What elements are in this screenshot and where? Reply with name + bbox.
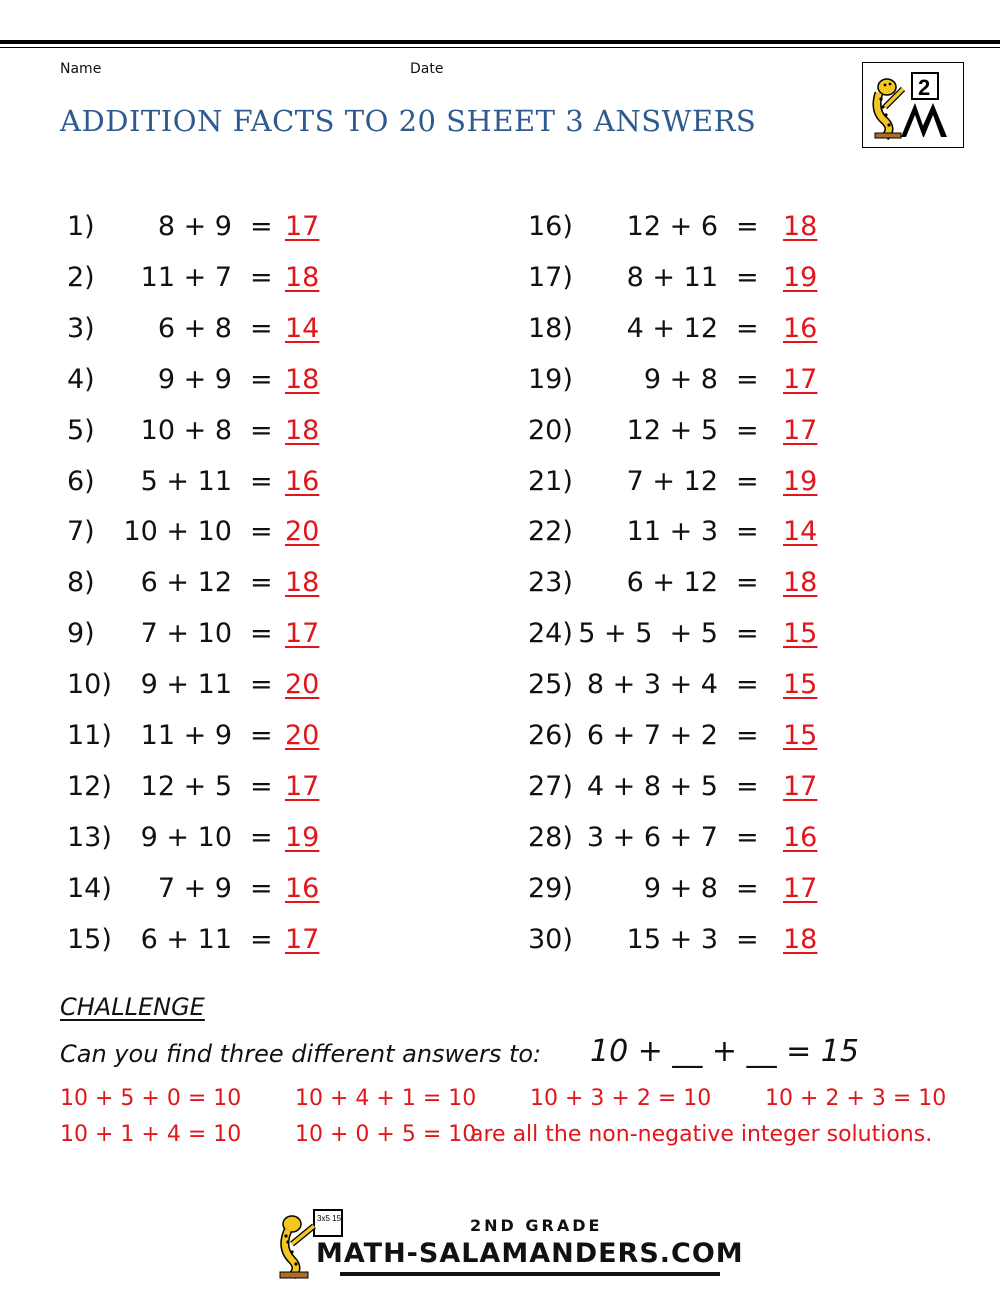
- problem-expression: 3 + 6 + 7: [586, 821, 718, 853]
- problem-expression: 7 + 9: [157, 872, 232, 904]
- problem-answer: 14: [783, 516, 818, 548]
- top-rule-thin: [0, 47, 1000, 48]
- problem-expression: 12 + 6: [626, 211, 718, 242]
- problem-row: [0, 869, 1000, 909]
- equals-sign: =: [250, 312, 273, 344]
- problem-number: 3): [67, 312, 95, 344]
- problem-number: 5): [67, 414, 95, 446]
- problem-row: [0, 411, 1000, 451]
- problem-answer: 15: [783, 618, 818, 650]
- problem-expression: 7 + 10: [140, 618, 232, 650]
- problem-expression: 9 + 10: [140, 821, 232, 853]
- problem-answer: 19: [783, 465, 818, 497]
- top-rule-thick: [0, 40, 1000, 44]
- problem-row: [0, 207, 1000, 247]
- problem-expression: 9 + 11: [140, 669, 232, 701]
- problem-expression: 6 + 7 + 2: [586, 720, 718, 751]
- problem-expression: 11 + 7: [140, 261, 232, 293]
- problem-expression: 10 + 10: [123, 516, 232, 548]
- problem-answer: 18: [285, 261, 320, 293]
- problem-expression: 4 + 12: [626, 312, 718, 344]
- problem-answer: 19: [285, 821, 320, 853]
- equals-sign: =: [736, 261, 759, 293]
- problem-answer: 20: [285, 516, 320, 548]
- problem-answer: 19: [783, 261, 818, 293]
- problem-number: 19): [528, 363, 573, 395]
- equals-sign: =: [736, 720, 759, 751]
- equals-sign: =: [736, 363, 759, 395]
- problem-expression: 5 + 5 + 5: [578, 618, 718, 650]
- problem-number: 25): [528, 669, 573, 701]
- problem-answer: 16: [783, 821, 818, 853]
- footer-underline: [340, 1272, 720, 1276]
- salamander-2-grade-logo-icon: [862, 62, 964, 148]
- problem-row: [0, 920, 1000, 960]
- problem-expression: 11 + 9: [140, 720, 232, 751]
- solution-closing: are all the non-negative integer solutions.: [470, 1122, 933, 1147]
- problem-answer: 15: [783, 669, 818, 701]
- equals-sign: =: [250, 720, 273, 751]
- problem-number: 29): [528, 872, 573, 904]
- equals-sign: =: [736, 872, 759, 904]
- equals-sign: =: [250, 821, 273, 853]
- equals-sign: =: [250, 567, 273, 599]
- problem-expression: 9 + 8: [643, 872, 718, 904]
- equals-sign: =: [250, 363, 273, 395]
- problem-row: [0, 665, 1000, 705]
- problem-answer: 18: [285, 414, 320, 446]
- problem-answer: 17: [783, 363, 818, 395]
- problem-number: 7): [67, 516, 95, 548]
- equals-sign: =: [736, 414, 759, 446]
- equals-sign: =: [250, 414, 273, 446]
- equals-sign: =: [736, 821, 759, 853]
- equals-sign: =: [250, 261, 273, 293]
- problem-expression: 6 + 12: [626, 567, 718, 599]
- problem-expression: 8 + 11: [626, 261, 718, 293]
- problem-expression: 12 + 5: [626, 414, 718, 446]
- problem-row: [0, 767, 1000, 807]
- name-label: Name: [60, 61, 102, 77]
- footer-logo-box-text: 3x5 15: [317, 1214, 342, 1223]
- problem-row: [0, 614, 1000, 654]
- problem-expression: 12 + 5: [140, 770, 232, 802]
- equals-sign: =: [250, 211, 273, 242]
- problem-number: 16): [528, 211, 573, 242]
- problem-number: 21): [528, 465, 573, 497]
- challenge-heading: CHALLENGE: [60, 993, 205, 1021]
- problem-answer: 18: [285, 567, 320, 599]
- footer-grade-label: 2ND GRADE: [470, 1216, 603, 1235]
- problem-answer: 17: [783, 872, 818, 904]
- equals-sign: =: [250, 516, 273, 548]
- problem-number: 24): [528, 618, 573, 650]
- problem-number: 12): [67, 770, 112, 802]
- problem-number: 14): [67, 872, 112, 904]
- problem-row: [0, 258, 1000, 298]
- problem-number: 22): [528, 516, 573, 548]
- solution-6: 10 + 0 + 5 = 10: [295, 1122, 477, 1147]
- problem-row: [0, 563, 1000, 603]
- equals-sign: =: [250, 923, 273, 955]
- problem-number: 20): [528, 414, 573, 446]
- problem-row: [0, 360, 1000, 400]
- problem-answer: 18: [783, 211, 818, 242]
- equals-sign: =: [736, 669, 759, 701]
- problem-expression: 5 + 11: [140, 465, 232, 497]
- problem-number: 26): [528, 720, 573, 751]
- equals-sign: =: [736, 516, 759, 548]
- problem-number: 10): [67, 669, 112, 701]
- problem-answer: 17: [783, 414, 818, 446]
- problem-number: 11): [67, 720, 112, 751]
- problem-answer: 16: [783, 312, 818, 344]
- problem-expression: 6 + 8: [157, 312, 232, 344]
- equals-sign: =: [250, 618, 273, 650]
- problem-expression: 11 + 3: [626, 516, 718, 548]
- problem-answer: 17: [285, 770, 320, 802]
- problem-row: [0, 309, 1000, 349]
- problem-number: 9): [67, 618, 95, 650]
- problem-answer: 17: [285, 618, 320, 650]
- problem-answer: 17: [285, 211, 320, 242]
- equals-sign: =: [250, 872, 273, 904]
- equals-sign: =: [736, 567, 759, 599]
- problem-answer: 16: [285, 465, 320, 497]
- problem-answer: 15: [783, 720, 818, 751]
- challenge-equation: 10 + __ + __ = 15: [590, 1034, 859, 1069]
- problem-expression: 9 + 8: [643, 363, 718, 395]
- problem-expression: 15 + 3: [626, 923, 718, 955]
- problem-number: 28): [528, 821, 573, 853]
- problem-number: 15): [67, 923, 112, 955]
- problem-number: 17): [528, 261, 573, 293]
- problem-expression: 7 + 12: [626, 465, 718, 497]
- problem-expression: 8 + 3 + 4: [586, 669, 718, 701]
- problem-row: [0, 512, 1000, 552]
- problem-number: 1): [67, 211, 95, 242]
- problem-answer: 17: [783, 770, 818, 802]
- equals-sign: =: [250, 770, 273, 802]
- problem-number: 30): [528, 923, 573, 955]
- challenge-question: Can you find three different answers to:: [60, 1040, 542, 1068]
- equals-sign: =: [250, 465, 273, 497]
- equals-sign: =: [736, 770, 759, 802]
- problem-answer: 18: [783, 567, 818, 599]
- problem-answer: 20: [285, 669, 320, 701]
- equals-sign: =: [736, 923, 759, 955]
- equals-sign: =: [736, 211, 759, 242]
- problem-number: 4): [67, 363, 95, 395]
- problem-row: [0, 818, 1000, 858]
- problem-answer: 16: [285, 872, 320, 904]
- problem-number: 2): [67, 261, 95, 293]
- svg-text:2: 2: [918, 75, 931, 100]
- problem-answer: 18: [285, 363, 320, 395]
- problem-expression: 8 + 9: [157, 211, 232, 242]
- equals-sign: =: [736, 465, 759, 497]
- equals-sign: =: [736, 618, 759, 650]
- problem-number: 8): [67, 567, 95, 599]
- equals-sign: =: [736, 312, 759, 344]
- solution-4: 10 + 2 + 3 = 10: [765, 1086, 947, 1111]
- problem-expression: 4 + 8 + 5: [586, 770, 718, 802]
- solution-1: 10 + 5 + 0 = 10: [60, 1086, 242, 1111]
- problem-number: 6): [67, 465, 95, 497]
- problem-expression: 10 + 8: [140, 414, 232, 446]
- solution-2: 10 + 4 + 1 = 10: [295, 1086, 477, 1111]
- solution-3: 10 + 3 + 2 = 10: [530, 1086, 712, 1111]
- footer-site-name: MATH-SALAMANDERS.COM: [316, 1238, 744, 1269]
- problem-expression: 6 + 11: [140, 923, 232, 955]
- problem-number: 18): [528, 312, 573, 344]
- problem-row: [0, 716, 1000, 756]
- problem-row: [0, 462, 1000, 502]
- problem-expression: 6 + 12: [140, 567, 232, 599]
- equals-sign: =: [250, 669, 273, 701]
- problem-expression: 9 + 9: [157, 363, 232, 395]
- problem-number: 27): [528, 770, 573, 802]
- problem-answer: 18: [783, 923, 818, 955]
- problem-answer: 14: [285, 312, 320, 344]
- date-label: Date: [410, 61, 444, 77]
- problem-number: 23): [528, 567, 573, 599]
- problem-answer: 17: [285, 923, 320, 955]
- problem-number: 13): [67, 821, 112, 853]
- sheet-title: ADDITION FACTS TO 20 SHEET 3 ANSWERS: [60, 104, 757, 138]
- problem-answer: 20: [285, 720, 320, 751]
- solution-5: 10 + 1 + 4 = 10: [60, 1122, 242, 1147]
